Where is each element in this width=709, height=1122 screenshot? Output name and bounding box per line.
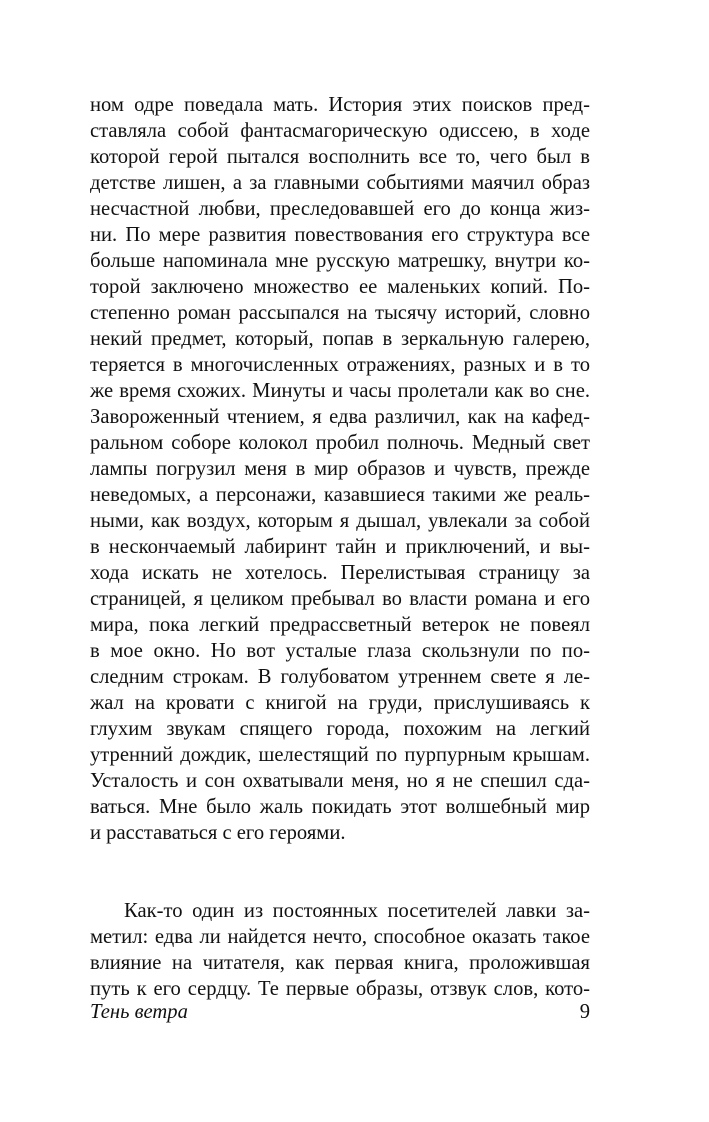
text-line: следним строкам. В голубоватом утреннем свете я ле-	[90, 666, 590, 688]
text-line: в мое окно. Но вот усталые глаза скользнули по по-	[90, 640, 590, 662]
text-line: хода искать не хотелось. Перелистывая страницу за	[90, 562, 590, 584]
text-line: несчастной любви, преследовавшей его до конца жиз-	[90, 198, 590, 220]
paragraph-1	[90, 92, 590, 846]
text-line: ваться. Мне было жаль покидать этот волшебный мир	[90, 796, 590, 818]
text-line: которой герой пытался восполнить все то, чего был в	[90, 146, 590, 168]
text-line: глухим звукам спящего города, похожим на легкий	[90, 718, 590, 740]
paragraph-gap	[90, 846, 590, 898]
text-line: путь к его сердцу. Те первые образы, отзвук слов, кото-	[90, 978, 590, 1000]
text-line: неведомых, а персонажи, казавшиеся такими же реаль-	[90, 484, 590, 506]
running-title: Тень ветра	[90, 1001, 188, 1023]
text-line: метил: едва ли найдется нечто, способное оказать такое	[90, 926, 590, 948]
text-line: же время схожих. Минуты и часы пролетали как во сне.	[90, 380, 590, 402]
text-line: торой заключено множество ее маленьких копий. По-	[90, 276, 590, 298]
text-line: мира, пока легкий предрассветный ветерок не повеял	[90, 614, 590, 636]
text-line: жал на кровати с книгой на груди, прислушиваясь к	[90, 692, 590, 714]
text-line: Завороженный чтением, я едва различил, как на кафед-	[90, 406, 590, 428]
text-line: ными, как воздух, которым я дышал, увлекали за собой	[90, 510, 590, 532]
text-line: больше напоминала мне русскую матрешку, внутри ко-	[90, 250, 590, 272]
text-line: степенно роман рассыпался на тысячу историй, словно	[90, 302, 590, 324]
text-line: Как-то один из постоянных посетителей лавки за-	[124, 900, 590, 922]
text-line: влияние на читателя, как первая книга, проложившая	[90, 952, 590, 974]
text-line: ни. По мере развития повествования его структура все	[90, 224, 590, 246]
text-line: некий предмет, который, попав в зеркальную галерею,	[90, 328, 590, 350]
text-line: детстве лишен, а за главными событиями маячил образ	[90, 172, 590, 194]
text-line: страницей, я целиком пребывал во власти романа и его	[90, 588, 590, 610]
text-line: и расставаться с его героями.	[90, 822, 346, 844]
paragraph-2	[90, 898, 590, 1002]
text-line: ральном соборе колокол пробил полночь. Медный свет	[90, 432, 590, 454]
text-line: ставляла собой фантасмагорическую одиссею, в ходе	[90, 120, 590, 142]
text-line: утренний дождик, шелестящий по пурпурным крышам.	[90, 744, 590, 766]
text-line: ном одре поведала мать. История этих поисков пред-	[90, 94, 590, 116]
text-line: теряется в многочисленных отражениях, разных и в то	[90, 354, 590, 376]
text-line: в нескончаемый лабиринт тайн и приключений, и вы-	[90, 536, 590, 558]
text-line: Усталость и сон охватывали меня, но я не спешил сда-	[90, 770, 590, 792]
text-line: лампы погрузил меня в мир образов и чувств, прежде	[90, 458, 590, 480]
page-number: 9	[579, 1001, 590, 1023]
body-text	[90, 92, 590, 1002]
